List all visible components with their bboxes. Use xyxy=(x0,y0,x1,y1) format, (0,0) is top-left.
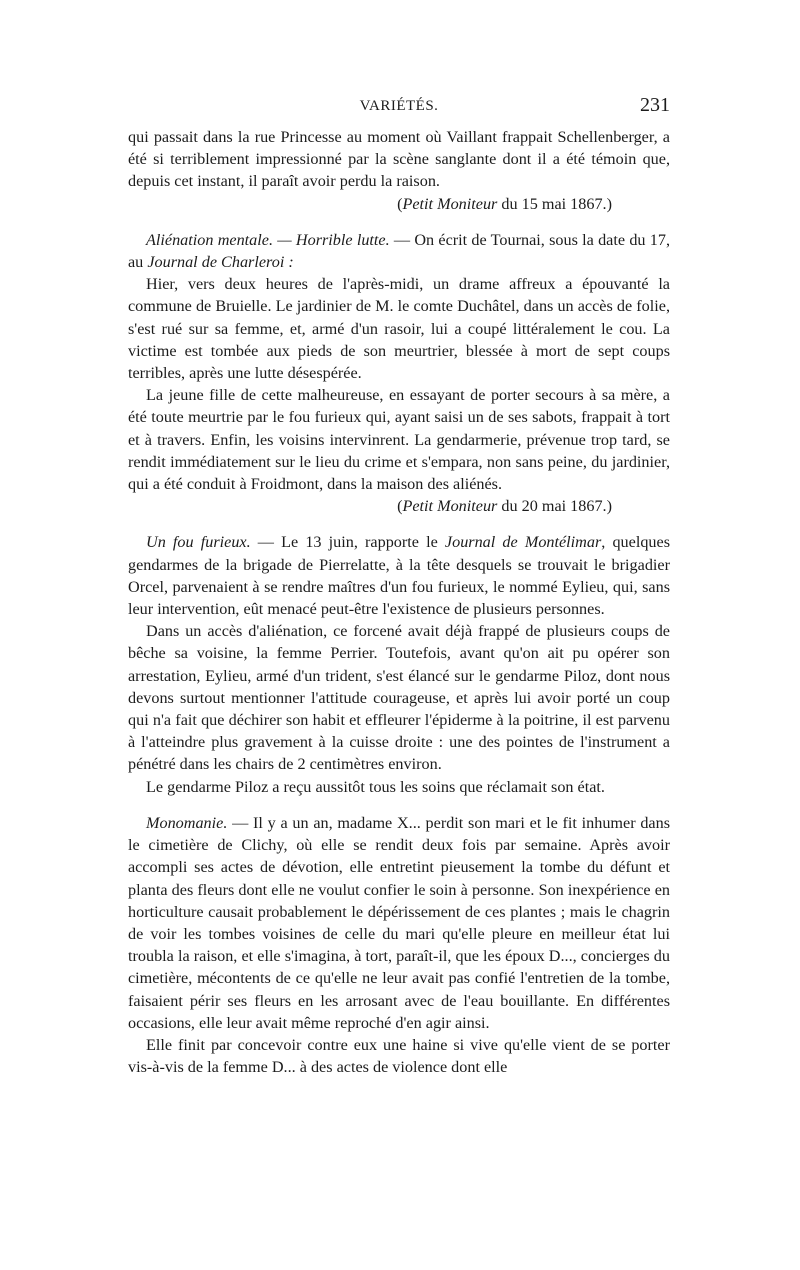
continued-paragraph: qui passait dans la rue Princesse au moment où Vaillant frappait Schellenberger, a été si terriblement impressionné par la scène sanglante dont il a été témoin que, depuis cet instant, il paraît avoir perdu la raison. xyxy=(128,128,670,191)
journal-name: Journal de Montélimar xyxy=(444,533,602,552)
citation-open: ( xyxy=(397,497,403,516)
citation-open: ( xyxy=(397,194,403,213)
section-un-fou-furieux xyxy=(128,531,670,620)
paragraph: Elle finit par concevoir contre eux une haine si vive qu'elle vient de se porter vis-à-vis de la femme D... à des actes de violence dont elle xyxy=(128,1035,670,1077)
entry-intro: — Le 13 juin, rapporte le xyxy=(250,533,445,552)
section-alienation-mentale xyxy=(128,229,670,273)
running-title: VARIÉTÉS. xyxy=(359,98,439,114)
book-page xyxy=(128,92,670,1078)
section-gap xyxy=(128,798,670,812)
section-gap xyxy=(128,517,670,531)
entry-title: Un fou furieux. xyxy=(146,533,251,552)
entry-intro: — On écrit de Tournai, sous la date du 17, au xyxy=(128,230,671,272)
paragraph-text: — Il y a un an, madame X... perdit son mari et le fit inhumer dans le cimetière de Clichy, où elle se rendit deux fois par semaine. Après avoir accompli ses actes de dévotion, elle entretint pieusement la tombe du défunt et planta des fleurs dont elle ne voulut confier le soin à personne. Son inexpérience en horticulture causait probablement le dépérissement de ces plantes ; mais le chagrin de voir les tombes voisines de celle du mari qu'elle pleure en meilleur état lui troubla la raison, et elle s'imagina, à tort, paraît-il, que les époux D..., concierges du cimetière, mécontents de ce qu'elle ne leur avait pas confié l'entretien de la tombe, faisaient périr ses fleurs en les arrosant avec de l'eau bouillante. En différentes occasions, elle leur avait même reproché d'en agir ainsi. xyxy=(128,813,670,1032)
page-body xyxy=(128,126,670,1078)
section-gap xyxy=(128,215,670,229)
page-number: 231 xyxy=(640,94,670,116)
citation-journal: Petit Moniteur xyxy=(402,194,498,213)
journal-name: Journal de Charleroi : xyxy=(147,253,294,272)
section-monomanie xyxy=(128,812,670,1034)
paragraph: Le gendarme Piloz a reçu aussitôt tous les soins que réclamait son état. xyxy=(146,777,605,796)
citation-date: du 20 mai 1867.) xyxy=(497,497,612,516)
paragraph: Dans un accès d'aliénation, ce forcené avait déjà frappé de plusieurs coups de bêche sa voisine, la femme Perrier. Toutefois, avant qu'on ait pu opérer son arrestation, Eylieu, armé d'un trident, s'est élancé sur le gendarme Piloz, dont nous devons surtout mentionner l'attitude courageuse, et après lui avoir porté un coup qui n'a fait que déchirer son habit et effleurer l'épiderme à la poitrine, il est parvenu à l'atteindre plus gravement à la cuisse droite : une des pointes de l'instrument a pénétré dans les chairs de 2 centimètres environ. xyxy=(128,622,670,774)
citation-petit-moniteur-15-mai xyxy=(128,193,670,215)
citation-journal: Petit Moniteur xyxy=(402,497,498,516)
entry-title: Aliénation mentale. — Horrible lutte. xyxy=(146,230,390,249)
entry-title: Monomanie. xyxy=(146,813,228,832)
paragraph: La jeune fille de cette malheureuse, en essayant de porter secours à sa mère, a été toute meurtrie par le fou furieux qui, ayant saisi un de ses sabots, frappait à tort et à travers. Enfin, les voisins intervinrent. La gendarmerie, prévenue trop tard, se rendit immédiatement sur le lieu du crime et s'empara, non sans peine, du jardinier, qui a été conduit à Froidmont, dans la maison des aliénés. xyxy=(128,386,670,494)
paragraph: Hier, vers deux heures de l'après-midi, un drame affreux a épouvanté la commune de Bruielle. Le jardinier de M. le comte Duchâtel, dans un accès de folie, s'est rué sur sa femme, et, armé d'un rasoir, lui a coupé littéralement le cou. La victime est tombée aux pieds de son meurtrier, blessée à mort de sept coups terribles, après une lutte désespérée. xyxy=(128,275,670,383)
running-head xyxy=(128,92,670,126)
citation-date: du 15 mai 1867.) xyxy=(497,194,612,213)
paragraph-text: , quelques gendarmes de la brigade de Pierrelatte, à la tête desquels se trouvait le brigadier Orcel, parvenaient à se rendre maîtres d'un fou furieux, le nommé Eylieu, qui, sans leur intervention, eût menacé peut-être l'existence de plusieurs personnes. xyxy=(128,533,670,619)
citation-petit-moniteur-20-mai xyxy=(128,495,670,517)
